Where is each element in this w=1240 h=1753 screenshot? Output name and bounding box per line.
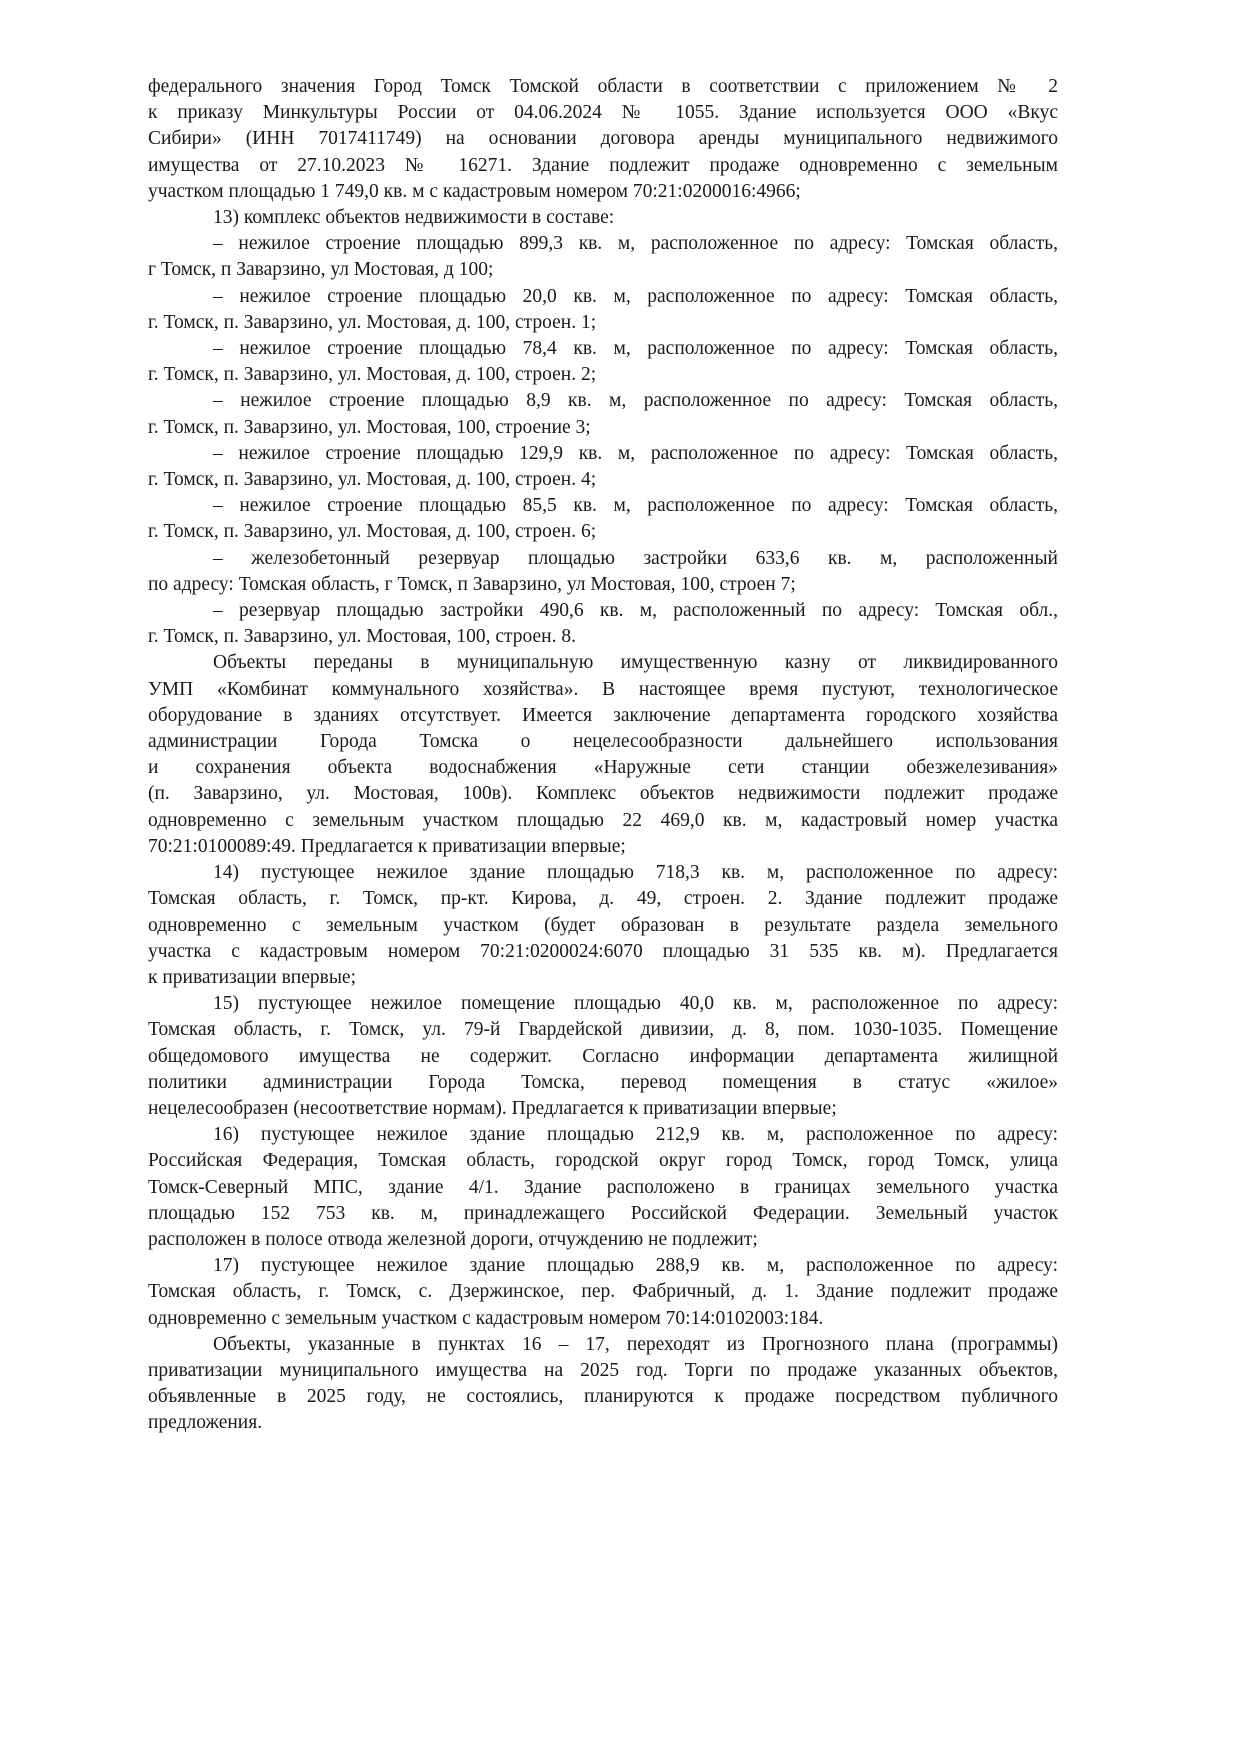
text-line: Объекты переданы в муниципальную имущественную казну от ликвидированного <box>213 652 1058 674</box>
text-line: – резервуар площадью застройки 490,6 кв. м, расположенный по адресу: Томская обл., <box>213 600 1058 622</box>
text-line: к приватизации впервые; <box>148 966 356 988</box>
text-line: Томская область, г. Томск, ул. 79-й Гвардейской дивизии, д. 8, пом. 1030-1035. Помещение <box>148 1019 1058 1041</box>
text-line: г. Томск, п. Заварзино, ул. Мостовая, д. 100, строен. 6; <box>148 521 597 543</box>
text-line: и сохранения объекта водоснабжения «Наружные сети станции обезжелезивания» <box>148 757 1058 779</box>
text-line: – нежилое строение площадью 85,5 кв. м, расположенное по адресу: Томская область, <box>213 495 1058 517</box>
text-line: расположен в полосе отвода железной дороги, отчуждению не подлежит; <box>148 1228 758 1250</box>
text-line: 16) пустующее нежилое здание площадью 212,9 кв. м, расположенное по адресу: <box>213 1124 1058 1146</box>
text-line: 70:21:0100089:49. Предлагается к приватизации впервые; <box>148 835 626 857</box>
text-line: – нежилое строение площадью 129,9 кв. м, расположенное по адресу: Томская область, <box>213 442 1058 464</box>
paragraph <box>148 441 1058 493</box>
paragraph <box>148 284 1058 336</box>
paragraph <box>148 546 1058 598</box>
text-line: имущества от 27.10.2023 № 16271. Здание подлежит продаже одновременно с земельным <box>148 154 1058 176</box>
text-line: – нежилое строение площадью 78,4 кв. м, расположенное по адресу: Томская область, <box>213 338 1058 360</box>
text-line: к приказу Минкультуры России от 04.06.2024 № 1055. Здание используется ООО «Вкус <box>148 102 1058 124</box>
text-line: г. Томск, п. Заварзино, ул. Мостовая, д. 100, строен. 2; <box>148 364 597 386</box>
text-line: г Томск, п Заварзино, ул Мостовая, д 100; <box>148 259 494 281</box>
text-line: Томск-Северный МПС, здание 4/1. Здание расположено в границах земельного участка <box>148 1176 1058 1198</box>
text-line: администрации Города Томска о нецелесообразности дальнейшего использования <box>148 731 1058 753</box>
text-line: 15) пустующее нежилое помещение площадью 40,0 кв. м, расположенное по адресу: <box>213 993 1058 1015</box>
paragraph <box>148 1122 1058 1253</box>
text-line: федерального значения Город Томск Томской области в соответствии с приложением № 2 <box>148 76 1058 97</box>
paragraph <box>148 598 1058 650</box>
paragraph <box>148 205 1058 231</box>
paragraph <box>148 1332 1058 1437</box>
text-line: Объекты, указанные в пунктах 16 – 17, переходят из Прогнозного плана (программы) <box>213 1333 1058 1355</box>
text-line: Томская область, г. Томск, с. Дзержинское, пер. Фабричный, д. 1. Здание подлежит продаже <box>148 1281 1058 1303</box>
text-line: г. Томск, п. Заварзино, ул. Мостовая, д. 100, строен. 1; <box>148 311 597 333</box>
text-line: – нежилое строение площадью 8,9 кв. м, расположенное по адресу: Томская область, <box>213 390 1058 412</box>
text-line: нецелесообразен (несоответствие нормам). Предлагается к приватизации впервые; <box>148 1097 837 1119</box>
text-line: г. Томск, п. Заварзино, ул. Мостовая, 100, строение 3; <box>148 416 591 438</box>
text-line: участка с кадастровым номером 70:21:0200024:6070 площадью 31 535 кв. м). Предлагается <box>148 940 1058 962</box>
paragraph <box>148 74 1058 205</box>
text-line: объявленные в 2025 году, не состоялись, планируются к продаже посредством публичного <box>148 1386 1058 1408</box>
paragraph <box>148 650 1058 860</box>
text-line: 14) пустующее нежилое здание площадью 718,3 кв. м, расположенное по адресу: <box>213 862 1058 884</box>
text-line: г. Томск, п. Заварзино, ул. Мостовая, 100, строен. 8. <box>148 626 576 648</box>
text-line: участком площадью 1 749,0 кв. м с кадастровым номером 70:21:0200016:4966; <box>148 180 801 202</box>
text-line: (п. Заварзино, ул. Мостовая, 100в). Комплекс объектов недвижимости подлежит продаже <box>148 783 1058 805</box>
text-line: одновременно с земельным участком (будет образован в результате раздела земельного <box>148 914 1058 936</box>
text-line: оборудование в зданиях отсутствует. Имеется заключение департамента городского хозяйства <box>148 704 1058 726</box>
text-line: общедомового имущества не содержит. Согласно информации департамента жилищной <box>148 1045 1058 1067</box>
text-line: Томская область, г. Томск, пр-кт. Кирова, д. 49, строен. 2. Здание подлежит продаже <box>148 888 1058 910</box>
text-line: по адресу: Томская область, г Томск, п Заварзино, ул Мостовая, 100, строен 7; <box>148 573 796 595</box>
text-line: одновременно с земельным участком с кадастровым номером 70:14:0102003:184. <box>148 1307 824 1329</box>
paragraph <box>148 991 1058 1122</box>
text-line: – нежилое строение площадью 20,0 кв. м, расположенное по адресу: Томская область, <box>213 285 1058 307</box>
text-line: политики администрации Города Томска, перевод помещения в статус «жилое» <box>148 1071 1058 1093</box>
text-line: предложения. <box>148 1412 263 1434</box>
text-line: Российская Федерация, Томская область, городской округ город Томск, город Томск, улица <box>148 1150 1058 1172</box>
text-line: УМП «Комбинат коммунального хозяйства». В настоящее время пустуют, технологическое <box>148 678 1058 700</box>
paragraph <box>148 493 1058 545</box>
text-line: 17) пустующее нежилое здание площадью 288,9 кв. м, расположенное по адресу: <box>213 1255 1058 1277</box>
text-line: площадью 152 753 кв. м, принадлежащего Российской Федерации. Земельный участок <box>148 1202 1058 1224</box>
paragraph <box>148 860 1058 991</box>
paragraph <box>148 336 1058 388</box>
text-line: одновременно с земельным участком площадью 22 469,0 кв. м, кадастровый номер участка <box>148 809 1058 831</box>
text-line: приватизации муниципального имущества на 2025 год. Торги по продаже указанных объектов, <box>148 1359 1058 1381</box>
text-line: – нежилое строение площадью 899,3 кв. м, расположенное по адресу: Томская область, <box>213 233 1058 255</box>
text-line: г. Томск, п. Заварзино, ул. Мостовая, д. 100, строен. 4; <box>148 469 597 491</box>
paragraph <box>148 388 1058 440</box>
paragraph <box>148 1253 1058 1332</box>
document-page <box>148 74 1058 1437</box>
text-line: – железобетонный резервуар площадью застройки 633,6 кв. м, расположенный <box>213 547 1058 569</box>
text-line: 13) комплекс объектов недвижимости в составе: <box>213 207 615 229</box>
paragraph <box>148 231 1058 283</box>
text-line: Сибири» (ИНН 7017411749) на основании договора аренды муниципального недвижимого <box>148 128 1058 150</box>
